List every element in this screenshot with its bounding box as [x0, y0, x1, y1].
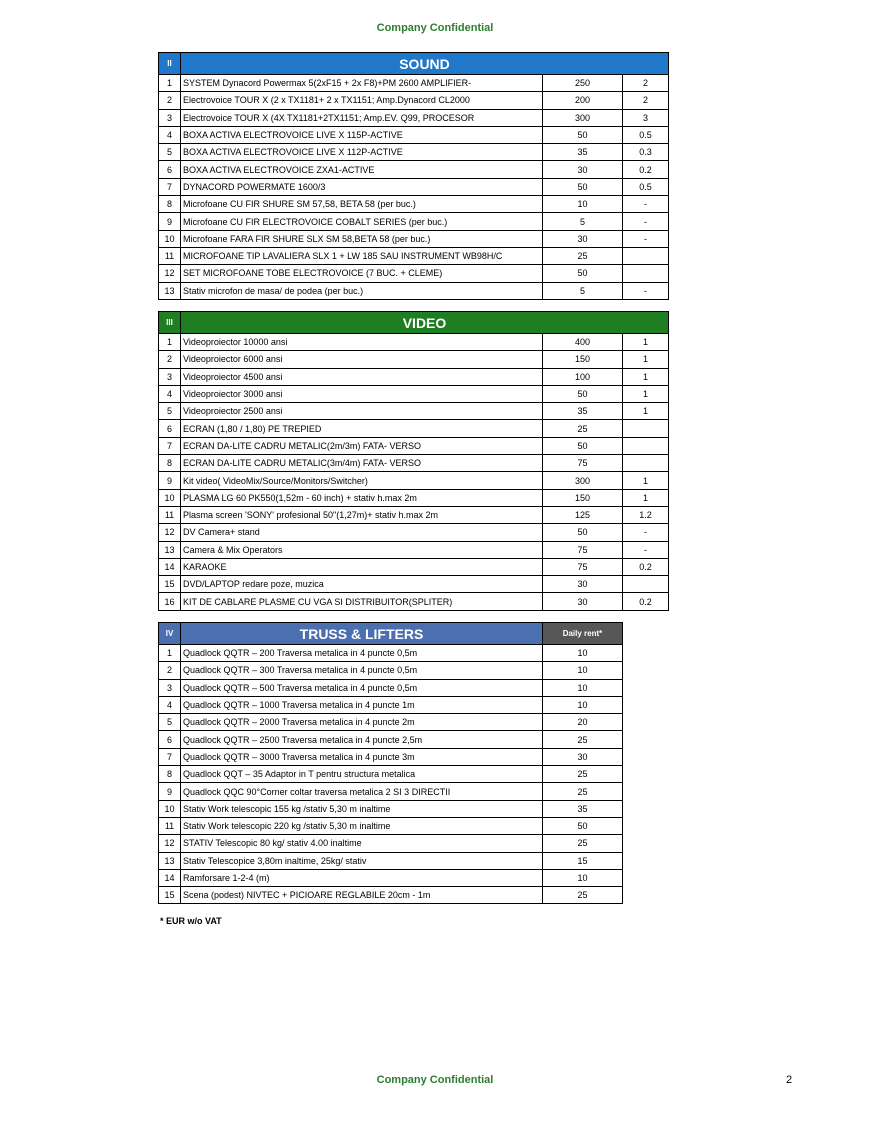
table-row: [159, 558, 669, 575]
item-description: Videoproiector 3000 ansi: [181, 385, 543, 402]
table-row: [159, 144, 669, 161]
item-price: 25: [543, 766, 623, 783]
item-price: 250: [543, 75, 623, 92]
row-number: 6: [159, 420, 181, 437]
item-price: 15: [543, 852, 623, 869]
item-description: SYSTEM Dynacord Powermax 5(2xF15 + 2x F8)+PM 2600 AMPLIFIER-: [181, 75, 543, 92]
section-number: IV: [159, 623, 181, 645]
row-number: 8: [159, 455, 181, 472]
item-description: KIT DE CABLARE PLASME CU VGA SI DISTRIBUITOR(SPLITER): [181, 593, 543, 610]
row-number: 7: [159, 437, 181, 454]
table-row: [159, 126, 669, 143]
row-number: 4: [159, 696, 181, 713]
table-row: [159, 455, 669, 472]
item-price: 25: [543, 887, 623, 904]
item-description: ECRAN (1,80 / 1,80) PE TREPIED: [181, 420, 543, 437]
item-price: 30: [543, 161, 623, 178]
row-number: 1: [159, 75, 181, 92]
item-extra-value: 1: [623, 489, 669, 506]
table-row: [159, 731, 623, 748]
item-description: Plasma screen 'SONY' profesional 50"(1,27m)+ stativ h.max 2m: [181, 506, 543, 523]
row-number: 3: [159, 368, 181, 385]
item-description: Electrovoice TOUR X (4X TX1181+2TX1151; Amp.EV. Q99, PROCESOR: [181, 109, 543, 126]
item-extra-value: 1: [623, 368, 669, 385]
sound-table: [158, 52, 669, 300]
row-number: 12: [159, 835, 181, 852]
item-description: MICROFOANE TIP LAVALIERA SLX 1 + LW 185 SAU INSTRUMENT WB98H/C: [181, 247, 543, 264]
item-price: 50: [543, 385, 623, 402]
page-header: Company Confidential: [376, 22, 494, 34]
table-row: [159, 368, 669, 385]
table-row: [159, 593, 669, 610]
item-price: 75: [543, 455, 623, 472]
table-row: [159, 282, 669, 299]
table-row: [159, 679, 623, 696]
item-description: Kit video( VideoMix/Source/Monitors/Switcher): [181, 472, 543, 489]
item-price: 75: [543, 541, 623, 558]
item-description: Quadlock QQTR – 200 Traversa metalica in 4 puncte 0,5m: [181, 645, 543, 662]
item-price: 50: [543, 178, 623, 195]
table-row: [159, 420, 669, 437]
table-row: [159, 385, 669, 402]
item-description: Videoproiector 4500 ansi: [181, 368, 543, 385]
item-description: Ramforsare 1-2-4 (m): [181, 869, 543, 886]
item-price: 35: [543, 144, 623, 161]
item-description: DYNACORD POWERMATE 1600/3: [181, 178, 543, 195]
table-row: [159, 835, 623, 852]
item-extra-value: 0.5: [623, 126, 669, 143]
table-row: [159, 524, 669, 541]
row-number: 11: [159, 817, 181, 834]
item-description: Quadlock QQC 90°Corner coltar traversa metalica 2 SI 3 DIRECTII: [181, 783, 543, 800]
item-extra-value: -: [623, 282, 669, 299]
table-row: [159, 489, 669, 506]
section-title: VIDEO: [181, 312, 669, 334]
truss-header-row: [159, 623, 623, 645]
row-number: 11: [159, 247, 181, 264]
table-row: [159, 696, 623, 713]
item-description: ECRAN DA-LITE CADRU METALIC(2m/3m) FATA- VERSO: [181, 437, 543, 454]
item-description: Scena (podest) NIVTEC + PICIOARE REGLABILE 20cm - 1m: [181, 887, 543, 904]
item-price: 50: [543, 817, 623, 834]
item-extra-value: [623, 420, 669, 437]
item-extra-value: 1: [623, 472, 669, 489]
table-row: [159, 748, 623, 765]
item-price: 10: [543, 196, 623, 213]
item-extra-value: -: [623, 524, 669, 541]
item-description: Quadlock QQTR – 2000 Traversa metalica in 4 puncte 2m: [181, 714, 543, 731]
item-price: 300: [543, 472, 623, 489]
table-row: [159, 541, 669, 558]
table-row: [159, 92, 669, 109]
table-row: [159, 662, 623, 679]
item-price: 30: [543, 230, 623, 247]
item-price: 30: [543, 748, 623, 765]
item-description: Quadlock QQTR – 3000 Traversa metalica in 4 puncte 3m: [181, 748, 543, 765]
row-number: 13: [159, 852, 181, 869]
row-number: 13: [159, 541, 181, 558]
row-number: 9: [159, 213, 181, 230]
table-row: [159, 766, 623, 783]
item-description: Stativ Telescopice 3,80m inaltime, 25kg/ stativ: [181, 852, 543, 869]
table-row: [159, 109, 669, 126]
table-row: [159, 783, 623, 800]
section-number: II: [159, 53, 181, 75]
table-row: [159, 869, 623, 886]
item-price: 30: [543, 593, 623, 610]
sound-header-row: [159, 53, 669, 75]
table-row: [159, 852, 623, 869]
item-extra-value: 1: [623, 351, 669, 368]
row-number: 1: [159, 645, 181, 662]
row-number: 2: [159, 351, 181, 368]
item-description: ECRAN DA-LITE CADRU METALIC(3m/4m) FATA- VERSO: [181, 455, 543, 472]
row-number: 15: [159, 576, 181, 593]
daily-rent-header: Daily rent*: [543, 623, 623, 645]
item-price: 25: [543, 783, 623, 800]
item-description: Stativ Work telescopic 155 kg /stativ 5,30 m inaltime: [181, 800, 543, 817]
item-price: 25: [543, 835, 623, 852]
item-description: SET MICROFOANE TOBE ELECTROVOICE (7 BUC. + CLEME): [181, 265, 543, 282]
row-number: 3: [159, 679, 181, 696]
item-price: 10: [543, 679, 623, 696]
item-description: Videoproiector 10000 ansi: [181, 334, 543, 351]
item-description: BOXA ACTIVA ELECTROVOICE LIVE X 112P-ACTIVE: [181, 144, 543, 161]
item-price: 5: [543, 282, 623, 299]
section-title: TRUSS & LIFTERS: [181, 623, 543, 645]
item-price: 150: [543, 489, 623, 506]
table-row: [159, 213, 669, 230]
table-row: [159, 334, 669, 351]
item-description: Microfoane FARA FIR SHURE SLX SM 58,BETA 58 (per buc.): [181, 230, 543, 247]
item-extra-value: -: [623, 213, 669, 230]
item-description: Quadlock QQTR – 300 Traversa metalica in 4 puncte 0,5m: [181, 662, 543, 679]
item-extra-value: [623, 437, 669, 454]
item-extra-value: 0.3: [623, 144, 669, 161]
video-table: [158, 311, 669, 611]
section-title: SOUND: [181, 53, 669, 75]
row-number: 5: [159, 714, 181, 731]
item-price: 100: [543, 368, 623, 385]
item-price: 125: [543, 506, 623, 523]
item-price: 25: [543, 420, 623, 437]
item-price: 75: [543, 558, 623, 575]
row-number: 11: [159, 506, 181, 523]
item-description: Microfoane CU FIR SHURE SM 57,58, BETA 58 (per buc.): [181, 196, 543, 213]
item-price: 10: [543, 696, 623, 713]
table-row: [159, 161, 669, 178]
item-price: 150: [543, 351, 623, 368]
table-row: [159, 437, 669, 454]
row-number: 7: [159, 178, 181, 195]
row-number: 5: [159, 144, 181, 161]
item-description: KARAOKE: [181, 558, 543, 575]
item-price: 25: [543, 731, 623, 748]
row-number: 7: [159, 748, 181, 765]
item-price: 50: [543, 126, 623, 143]
item-description: BOXA ACTIVA ELECTROVOICE ZXA1-ACTIVE: [181, 161, 543, 178]
item-price: 300: [543, 109, 623, 126]
item-description: Quadlock QQT – 35 Adaptor in T pentru structura metalica: [181, 766, 543, 783]
item-extra-value: 0.5: [623, 178, 669, 195]
row-number: 12: [159, 524, 181, 541]
item-extra-value: [623, 265, 669, 282]
item-price: 50: [543, 265, 623, 282]
table-row: [159, 230, 669, 247]
item-description: Quadlock QQTR – 2500 Traversa metalica in 4 puncte 2,5m: [181, 731, 543, 748]
table-row: [159, 506, 669, 523]
table-row: [159, 800, 623, 817]
row-number: 10: [159, 489, 181, 506]
item-extra-value: 0.2: [623, 161, 669, 178]
row-number: 8: [159, 766, 181, 783]
row-number: 14: [159, 558, 181, 575]
item-description: Videoproiector 6000 ansi: [181, 351, 543, 368]
item-description: Quadlock QQTR – 500 Traversa metalica in 4 puncte 0,5m: [181, 679, 543, 696]
item-price: 25: [543, 247, 623, 264]
table-row: [159, 196, 669, 213]
item-extra-value: 1.2: [623, 506, 669, 523]
item-extra-value: 0.2: [623, 593, 669, 610]
row-number: 1: [159, 334, 181, 351]
video-header-row: [159, 312, 669, 334]
page-number: 2: [786, 1074, 793, 1086]
row-number: 14: [159, 869, 181, 886]
item-description: Microfoane CU FIR ELECTROVOICE COBALT SERIES (per buc.): [181, 213, 543, 230]
item-description: Camera & Mix Operators: [181, 541, 543, 558]
table-row: [159, 247, 669, 264]
row-number: 10: [159, 800, 181, 817]
table-row: [159, 817, 623, 834]
row-number: 2: [159, 92, 181, 109]
item-description: BOXA ACTIVA ELECTROVOICE LIVE X 115P-ACTIVE: [181, 126, 543, 143]
item-price: 200: [543, 92, 623, 109]
table-row: [159, 576, 669, 593]
row-number: 6: [159, 731, 181, 748]
price-note: * EUR w/o VAT: [160, 916, 222, 926]
table-row: [159, 887, 623, 904]
table-row: [159, 75, 669, 92]
section-number: III: [159, 312, 181, 334]
table-row: [159, 403, 669, 420]
table-row: [159, 645, 623, 662]
table-row: [159, 265, 669, 282]
item-price: 50: [543, 437, 623, 454]
table-row: [159, 178, 669, 195]
item-price: 30: [543, 576, 623, 593]
item-extra-value: 1: [623, 403, 669, 420]
item-price: 35: [543, 403, 623, 420]
item-description: Videoproiector 2500 ansi: [181, 403, 543, 420]
item-description: Quadlock QQTR – 1000 Traversa metalica in 4 puncte 1m: [181, 696, 543, 713]
item-extra-value: [623, 247, 669, 264]
item-extra-value: 3: [623, 109, 669, 126]
item-extra-value: [623, 576, 669, 593]
table-row: [159, 714, 623, 731]
item-description: DVD/LAPTOP redare poze, muzica: [181, 576, 543, 593]
item-extra-value: -: [623, 196, 669, 213]
item-extra-value: -: [623, 541, 669, 558]
item-price: 50: [543, 524, 623, 541]
item-description: Electrovoice TOUR X (2 x TX1181+ 2 x TX1151; Amp.Dynacord CL2000: [181, 92, 543, 109]
row-number: 12: [159, 265, 181, 282]
row-number: 9: [159, 783, 181, 800]
page-footer: Company Confidential: [376, 1074, 494, 1086]
item-description: Stativ microfon de masa/ de podea (per buc.): [181, 282, 543, 299]
row-number: 8: [159, 196, 181, 213]
item-price: 10: [543, 662, 623, 679]
item-description: PLASMA LG 60 PK550(1,52m - 60 inch) + stativ h.max 2m: [181, 489, 543, 506]
row-number: 6: [159, 161, 181, 178]
row-number: 10: [159, 230, 181, 247]
row-number: 16: [159, 593, 181, 610]
item-extra-value: 2: [623, 75, 669, 92]
row-number: 3: [159, 109, 181, 126]
item-extra-value: 2: [623, 92, 669, 109]
item-extra-value: 1: [623, 385, 669, 402]
item-description: DV Camera+ stand: [181, 524, 543, 541]
item-price: 20: [543, 714, 623, 731]
row-number: 2: [159, 662, 181, 679]
item-price: 10: [543, 645, 623, 662]
item-description: STATIV Telescopic 80 kg/ stativ 4.00 inaltime: [181, 835, 543, 852]
item-description: Stativ Work telescopic 220 kg /stativ 5,30 m inaltime: [181, 817, 543, 834]
truss-table: [158, 622, 623, 904]
row-number: 4: [159, 385, 181, 402]
row-number: 13: [159, 282, 181, 299]
item-price: 10: [543, 869, 623, 886]
row-number: 5: [159, 403, 181, 420]
row-number: 9: [159, 472, 181, 489]
item-price: 35: [543, 800, 623, 817]
item-price: 5: [543, 213, 623, 230]
item-extra-value: 1: [623, 334, 669, 351]
table-row: [159, 351, 669, 368]
table-row: [159, 472, 669, 489]
item-extra-value: 0.2: [623, 558, 669, 575]
item-extra-value: [623, 455, 669, 472]
item-extra-value: -: [623, 230, 669, 247]
row-number: 15: [159, 887, 181, 904]
item-price: 400: [543, 334, 623, 351]
row-number: 4: [159, 126, 181, 143]
